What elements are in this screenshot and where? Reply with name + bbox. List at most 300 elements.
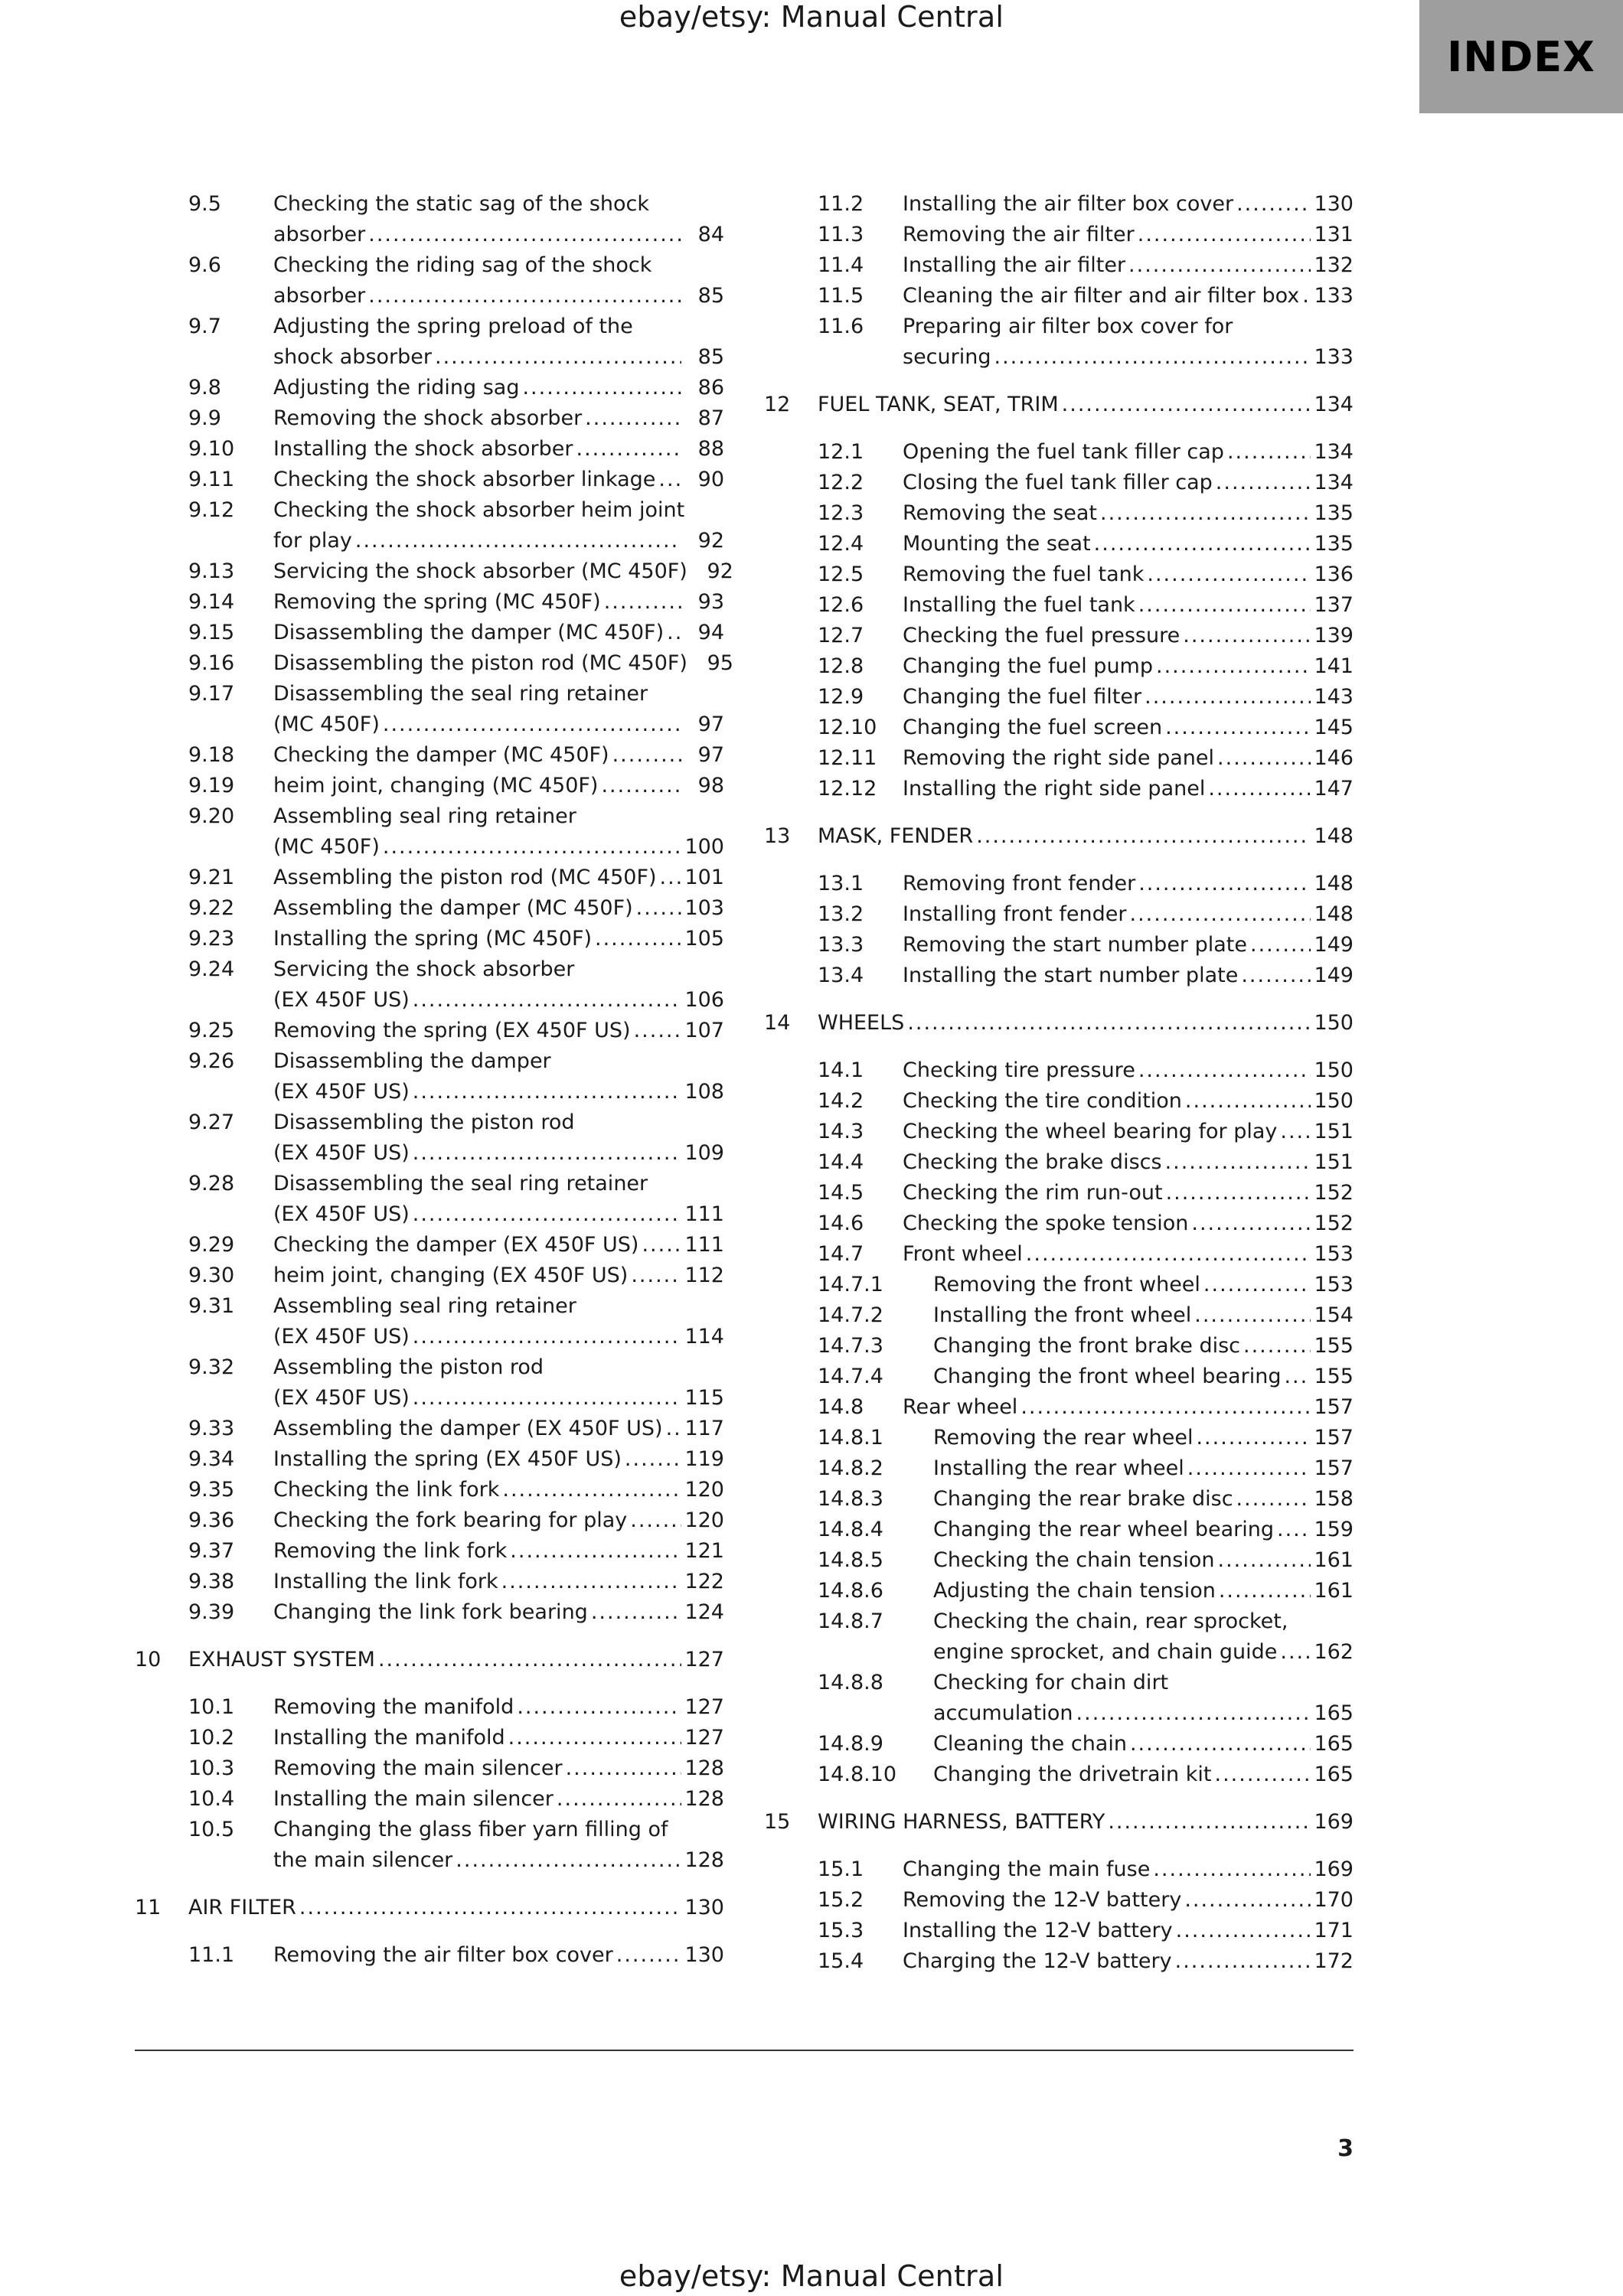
toc-entry-number: 9.36 (188, 1508, 235, 1532)
toc-entry[interactable] (135, 679, 724, 740)
toc-entry-title: Assembling the damper (MC 450F) (273, 896, 633, 920)
toc-entry-page: 127 (684, 1695, 724, 1719)
dot-leader (1026, 1239, 1311, 1270)
toc-entry[interactable] (135, 954, 724, 1016)
toc-entry-page: 128 (684, 1787, 724, 1811)
toc-entry-title: Opening the fuel tank filler cap (903, 440, 1224, 464)
toc-entry[interactable] (135, 1016, 724, 1046)
toc-chapter-entry[interactable] (764, 390, 1354, 420)
toc-entry-page: 141 (1314, 654, 1354, 678)
toc-entry[interactable] (764, 1576, 1354, 1606)
toc-entry-page: 161 (1314, 1579, 1354, 1603)
toc-entry[interactable] (764, 743, 1354, 774)
dot-leader (1165, 1147, 1311, 1178)
toc-entry[interactable] (135, 1692, 724, 1723)
toc-entry-page: 98 (697, 774, 724, 797)
toc-entry-page: 134 (1314, 393, 1354, 416)
toc-entry-number: 14.7 (818, 1242, 864, 1266)
toc-entry-number: 9.17 (188, 682, 235, 706)
toc-entry[interactable] (764, 1885, 1354, 1916)
toc-entry-page: 150 (1314, 1058, 1354, 1082)
dot-leader (1062, 390, 1311, 420)
toc-entry-number: 9.11 (188, 468, 235, 491)
toc-entry-title: (MC 450F) (273, 835, 380, 859)
toc-entry[interactable] (764, 1606, 1354, 1668)
toc-entry-number: 12.2 (818, 471, 864, 494)
toc-entry-number: 12.1 (818, 440, 864, 464)
toc-entry-number: 12.12 (818, 777, 877, 801)
toc-entry-title: Disassembling the seal ring retainer (273, 1172, 648, 1195)
dot-leader (1176, 1916, 1311, 1946)
toc-entry-title: Checking the wheel bearing for play (903, 1120, 1278, 1143)
toc-entry[interactable] (764, 774, 1354, 804)
toc-entry-number: 15.4 (818, 1949, 864, 1973)
toc-entry-number: 11.4 (818, 253, 864, 277)
toc-entry-page: 115 (684, 1386, 724, 1410)
toc-entry[interactable] (764, 1484, 1354, 1515)
toc-entry-page: 149 (1314, 964, 1354, 987)
toc-entry[interactable] (764, 529, 1354, 559)
toc-entry-title: Assembling the piston rod (273, 1355, 544, 1379)
header-watermark: ebay/etsy: Manual Central (619, 0, 1004, 34)
toc-entry-number: 14.8.7 (818, 1609, 883, 1633)
toc-entry[interactable] (764, 250, 1354, 281)
toc-entry-page: 90 (697, 468, 724, 491)
toc-entry-title: Changing the fuel filter (903, 685, 1142, 709)
dot-leader (502, 1475, 681, 1505)
toc-entry[interactable] (764, 1178, 1354, 1208)
toc-entry[interactable] (135, 434, 724, 465)
dot-leader (1250, 930, 1311, 960)
toc-entry[interactable] (764, 559, 1354, 590)
toc-entry[interactable] (135, 587, 724, 618)
toc-entry-page: 158 (1314, 1487, 1354, 1511)
dot-leader (368, 281, 681, 311)
dot-leader (1020, 1392, 1311, 1423)
dot-leader (1100, 498, 1311, 529)
toc-entry-title: Installing the shock absorber (273, 437, 573, 461)
toc-entry[interactable] (764, 281, 1354, 311)
toc-entry-page: 127 (684, 1726, 724, 1750)
dot-leader (1156, 651, 1311, 682)
toc-entry-title: Checking the brake discs (903, 1150, 1162, 1174)
toc-entry-page: 109 (684, 1141, 724, 1165)
toc-entry-title: Removing the main silencer (273, 1756, 563, 1780)
toc-entry-page: 137 (1314, 593, 1354, 617)
toc-entry-page: 107 (684, 1019, 724, 1042)
toc-entry[interactable] (135, 1291, 724, 1352)
toc-entry-number: 9.24 (188, 957, 235, 981)
toc-entry-page: 139 (1314, 624, 1354, 647)
toc-entry-title: Removing the shock absorber (273, 406, 583, 430)
dot-leader (576, 434, 682, 465)
toc-entry-title: heim joint, changing (MC 450F) (273, 774, 599, 797)
toc-entry[interactable] (135, 893, 724, 924)
dot-leader (1236, 189, 1311, 220)
toc-entry-page: 86 (697, 376, 724, 400)
toc-entry-title: Checking the rim run-out (903, 1181, 1163, 1205)
toc-entry-title: Checking tire pressure (903, 1058, 1135, 1082)
toc-entry-title: Changing the fuel screen (903, 716, 1163, 739)
toc-entry[interactable] (135, 1723, 724, 1753)
toc-entry-number: 9.19 (188, 774, 235, 797)
toc-entry[interactable] (135, 924, 724, 954)
toc-entry[interactable] (135, 618, 724, 648)
toc-entry[interactable] (764, 713, 1354, 743)
footer-divider (135, 2050, 1354, 2051)
toc-entry[interactable] (764, 1117, 1354, 1147)
footer-watermark: ebay/etsy: Manual Central (619, 2259, 1004, 2293)
toc-entry-title: engine sprocket, and chain guide (933, 1640, 1278, 1664)
dot-leader (510, 1536, 681, 1567)
toc-entry-title: Adjusting the chain tension (933, 1579, 1216, 1603)
toc-entry[interactable] (135, 801, 724, 863)
toc-entry[interactable] (135, 556, 733, 587)
toc-entry[interactable] (764, 682, 1354, 713)
dot-leader (566, 1753, 681, 1784)
toc-entry-page: 147 (1314, 777, 1354, 801)
toc-entry[interactable] (764, 437, 1354, 468)
toc-entry[interactable] (764, 899, 1354, 930)
toc-entry-title: heim joint, changing (EX 450F US) (273, 1264, 629, 1287)
toc-entry-title: Assembling seal ring retainer (273, 1294, 576, 1318)
dot-leader (595, 924, 681, 954)
dot-leader (994, 342, 1311, 373)
toc-entry-number: 14.8 (818, 1395, 864, 1419)
toc-entry[interactable] (135, 1169, 724, 1230)
toc-entry-page: 100 (684, 835, 724, 859)
toc-entry-number: 12.8 (818, 654, 864, 678)
toc-entry-number: 9.28 (188, 1172, 235, 1195)
toc-entry-title: WHEELS (818, 1011, 905, 1035)
toc-entry[interactable] (135, 1414, 724, 1444)
toc-entry-title: Disassembling the damper (MC 450F) (273, 621, 665, 644)
toc-entry-number: 15 (764, 1810, 791, 1834)
toc-entry[interactable] (764, 960, 1354, 991)
toc-entry[interactable] (764, 1086, 1354, 1117)
toc-entry[interactable] (135, 373, 724, 403)
toc-entry-page: 130 (684, 1943, 724, 1967)
toc-entry-title: EXHAUST SYSTEM (188, 1648, 375, 1671)
toc-entry-title: Preparing air filter box cover for (903, 315, 1233, 338)
toc-entry-title: Checking the static sag of the shock (273, 192, 650, 216)
toc-entry[interactable] (135, 250, 724, 311)
toc-entry-title: Disassembling the piston rod (273, 1110, 575, 1134)
dot-leader (517, 1692, 681, 1723)
dot-leader (501, 1567, 681, 1597)
dot-leader (1280, 1637, 1311, 1668)
toc-entry[interactable] (764, 468, 1354, 498)
toc-entry-title: Removing the fuel tank (903, 563, 1145, 586)
toc-entry-number: 14.3 (818, 1120, 864, 1143)
toc-entry[interactable] (764, 311, 1354, 373)
toc-entry[interactable] (764, 498, 1354, 529)
toc-entry-number: 14.2 (818, 1089, 864, 1113)
toc-entry-number: 9.21 (188, 866, 235, 889)
dot-leader (1165, 713, 1311, 743)
toc-entry[interactable] (764, 651, 1354, 682)
dot-leader (1130, 1729, 1311, 1760)
toc-entry-number: 9.26 (188, 1049, 235, 1073)
toc-chapter-entry[interactable] (135, 1893, 724, 1923)
dot-leader (1128, 250, 1311, 281)
dot-leader (616, 1940, 681, 1971)
toc-entry-page: 149 (1314, 933, 1354, 957)
toc-entry-number: 14.5 (818, 1181, 864, 1205)
toc-entry-number: 11.3 (818, 223, 864, 246)
toc-entry[interactable] (764, 1270, 1354, 1300)
toc-entry[interactable] (764, 1916, 1354, 1946)
toc-entry-page: 155 (1314, 1334, 1354, 1358)
toc-entry-number: 9.20 (188, 804, 235, 828)
toc-entry[interactable] (135, 1567, 724, 1597)
dot-leader (435, 342, 681, 373)
toc-entry-number: 9.33 (188, 1417, 235, 1440)
toc-entry[interactable] (764, 1362, 1354, 1392)
toc-entry-page: 135 (1314, 532, 1354, 556)
toc-entry[interactable] (135, 1475, 724, 1505)
toc-entry-title: Installing the 12-V battery (903, 1919, 1173, 1942)
dot-leader (1138, 1055, 1311, 1086)
toc-entry-title: Installing the manifold (273, 1726, 505, 1750)
toc-entry[interactable] (764, 1239, 1354, 1270)
dot-leader (634, 1016, 681, 1046)
toc-entry[interactable] (764, 1331, 1354, 1362)
toc-entry-number: 9.5 (188, 192, 221, 216)
toc-entry-title: (EX 450F US) (273, 1202, 410, 1226)
toc-entry[interactable] (135, 1753, 724, 1784)
toc-entry[interactable] (764, 1545, 1354, 1576)
toc-entry-page: 152 (1314, 1181, 1354, 1205)
toc-entry-title: Changing the glass fiber yarn filling of (273, 1818, 668, 1841)
toc-entry-page: 151 (1314, 1120, 1354, 1143)
toc-entry-title: Cleaning the chain (933, 1732, 1127, 1756)
toc-entry-page: 94 (697, 621, 724, 644)
index-tab[interactable]: INDEX (1419, 0, 1623, 113)
toc-entry-title: Disassembling the seal ring retainer (273, 682, 648, 706)
toc-entry-title: Disassembling the damper (273, 1049, 551, 1073)
toc-entry[interactable] (135, 1444, 724, 1475)
toc-entry[interactable] (764, 1453, 1354, 1484)
toc-entry-title: Checking the tire condition (903, 1089, 1182, 1113)
dot-leader (667, 618, 681, 648)
toc-entry[interactable] (135, 1107, 724, 1169)
toc-entry[interactable] (135, 1505, 724, 1536)
toc-entry-title: Checking the chain tension (933, 1548, 1215, 1572)
toc-entry-page: 157 (1314, 1456, 1354, 1480)
toc-entry[interactable] (764, 1392, 1354, 1423)
toc-entry[interactable] (135, 1815, 724, 1876)
toc-entry-page: 106 (684, 988, 724, 1012)
toc-entry[interactable] (764, 1147, 1354, 1178)
toc-entry[interactable] (135, 1536, 724, 1567)
toc-left-column (135, 189, 733, 1971)
toc-entry[interactable] (764, 1668, 1354, 1729)
toc-entry-number: 10.4 (188, 1787, 235, 1811)
toc-entry-number: 9.37 (188, 1539, 235, 1563)
toc-entry[interactable] (135, 1784, 724, 1815)
toc-entry-title: accumulation (933, 1701, 1073, 1725)
toc-entry[interactable] (764, 1423, 1354, 1453)
toc-entry[interactable] (764, 1729, 1354, 1760)
dot-leader (1147, 559, 1311, 590)
toc-entry[interactable] (764, 1760, 1354, 1790)
toc-right-column (764, 189, 1354, 1977)
dot-leader (660, 863, 681, 893)
toc-entry-number: 9.31 (188, 1294, 235, 1318)
toc-entry[interactable] (764, 1208, 1354, 1239)
toc-entry-number: 14.8.2 (818, 1456, 883, 1480)
toc-entry[interactable] (764, 621, 1354, 651)
toc-entry-number: 9.34 (188, 1447, 235, 1471)
toc-entry-number: 9.12 (188, 498, 235, 522)
toc-entry[interactable] (764, 1515, 1354, 1545)
toc-entry-title: Changing the rear wheel bearing (933, 1518, 1274, 1541)
dot-leader (1187, 1453, 1311, 1484)
toc-entry-title: Closing the fuel tank filler cap (903, 471, 1213, 494)
toc-entry[interactable] (135, 495, 724, 556)
toc-entry-page: 157 (1314, 1426, 1354, 1450)
toc-entry-number: 14.8.8 (818, 1671, 883, 1694)
toc-entry[interactable] (135, 648, 733, 679)
toc-entry[interactable] (135, 403, 724, 434)
toc-entry-title: Changing the front wheel bearing (933, 1365, 1282, 1388)
toc-entry-title: Changing the main fuse (903, 1857, 1151, 1881)
dot-leader (591, 1597, 681, 1628)
toc-chapter-entry[interactable] (764, 1008, 1354, 1039)
toc-entry-number: 13.1 (818, 872, 864, 895)
toc-entry-page: 165 (1314, 1701, 1354, 1725)
toc-entry-number: 14.6 (818, 1212, 864, 1235)
toc-entry-number: 9.38 (188, 1570, 235, 1593)
toc-entry-title: Servicing the shock absorber (MC 450F) (273, 559, 687, 583)
toc-entry-number: 9.18 (188, 743, 235, 767)
toc-entry-page: 119 (684, 1447, 724, 1471)
toc-entry-page: 114 (684, 1325, 724, 1349)
toc-entry[interactable] (764, 1055, 1354, 1086)
toc-entry[interactable] (135, 1261, 724, 1291)
toc-entry-page: 135 (1314, 501, 1354, 525)
toc-entry[interactable] (135, 863, 724, 893)
dot-leader (1153, 1854, 1311, 1885)
toc-entry-title: Checking the link fork (273, 1478, 500, 1502)
toc-entry-number: 14.1 (818, 1058, 864, 1082)
toc-entry-number: 14.8.9 (818, 1732, 883, 1756)
toc-entry-title: for play (273, 529, 352, 553)
toc-entry[interactable] (135, 1046, 724, 1107)
dot-leader (456, 1845, 681, 1876)
toc-entry-title: Removing the 12-V battery (903, 1888, 1182, 1912)
dot-leader (378, 1645, 681, 1675)
toc-entry[interactable] (135, 771, 724, 801)
dot-leader (1280, 1117, 1311, 1147)
dot-leader (1130, 899, 1311, 930)
toc-entry[interactable] (764, 590, 1354, 621)
toc-entry[interactable] (135, 1352, 724, 1414)
toc-chapter-entry[interactable] (764, 1807, 1354, 1838)
toc-entry-number: 9.9 (188, 406, 221, 430)
toc-entry-page: 92 (707, 559, 733, 583)
toc-entry-number: 9.23 (188, 927, 235, 951)
toc-entry-title: Charging the 12-V battery (903, 1949, 1172, 1973)
toc-entry-page: 92 (697, 529, 724, 553)
toc-entry-page: 133 (1314, 284, 1354, 308)
toc-entry-title: Checking the fork bearing for play (273, 1508, 628, 1532)
toc-entry[interactable] (135, 1940, 724, 1971)
toc-entry-number: 9.27 (188, 1110, 235, 1134)
toc-entry-number: 14.8.10 (818, 1763, 897, 1786)
toc-entry-number: 11.1 (188, 1943, 235, 1967)
toc-entry-title: Installing the air filter (903, 253, 1126, 277)
toc-chapter-entry[interactable] (764, 821, 1354, 852)
dot-leader (601, 771, 681, 801)
dot-leader (1216, 468, 1311, 498)
toc-entry-number: 13.2 (818, 902, 864, 926)
toc-entry-title: (EX 450F US) (273, 1325, 410, 1349)
toc-entry-page: 148 (1314, 902, 1354, 926)
dot-leader (612, 740, 681, 771)
toc-entry-page: 143 (1314, 685, 1354, 709)
toc-entry-title: Removing the air filter (903, 223, 1135, 246)
dot-leader (557, 1784, 681, 1815)
toc-entry-number: 11.5 (818, 284, 864, 308)
toc-entry-page: 122 (684, 1570, 724, 1593)
toc-entry-title: Checking for chain dirt (933, 1671, 1169, 1694)
toc-entry[interactable] (764, 1946, 1354, 1977)
toc-entry[interactable] (764, 1300, 1354, 1331)
toc-entry[interactable] (135, 311, 724, 373)
dot-leader (1145, 682, 1311, 713)
toc-entry-page: 151 (1314, 1150, 1354, 1174)
toc-entry[interactable] (764, 189, 1354, 220)
toc-entry-page: 101 (684, 866, 724, 889)
toc-entry[interactable] (764, 220, 1354, 250)
toc-entry-number: 9.25 (188, 1019, 235, 1042)
dot-leader (1166, 1178, 1311, 1208)
toc-entry-title: (MC 450F) (273, 713, 380, 736)
toc-entry-page: 148 (1314, 872, 1354, 895)
toc-entry-title: (EX 450F US) (273, 1386, 410, 1410)
toc-entry[interactable] (135, 1230, 724, 1261)
toc-entry-number: 9.10 (188, 437, 235, 461)
toc-entry-number: 13 (764, 824, 791, 848)
toc-entry-title: Removing the rear wheel (933, 1426, 1194, 1450)
toc-entry-title: Changing the link fork bearing (273, 1600, 588, 1624)
toc-entry-page: 161 (1314, 1548, 1354, 1572)
toc-entry-title: Changing the fuel pump (903, 654, 1153, 678)
toc-entry-number: 9.13 (188, 559, 235, 583)
toc-entry[interactable] (135, 740, 724, 771)
toc-entry[interactable] (135, 189, 724, 250)
toc-entry[interactable] (135, 1597, 724, 1628)
toc-entry-page: 134 (1314, 440, 1354, 464)
dot-leader (1277, 1515, 1311, 1545)
toc-entry-number: 14.7.4 (818, 1365, 883, 1388)
toc-entry[interactable] (135, 465, 724, 495)
toc-entry-title: Checking the shock absorber heim joint (273, 498, 685, 522)
toc-entry-title: Changing the rear brake disc (933, 1487, 1233, 1511)
toc-entry-number: 9.32 (188, 1355, 235, 1379)
toc-entry-number: 14.8.3 (818, 1487, 883, 1511)
dot-leader (1208, 774, 1311, 804)
toc-entry[interactable] (764, 1854, 1354, 1885)
toc-entry[interactable] (764, 930, 1354, 960)
toc-entry-title: Checking the fuel pressure (903, 624, 1181, 647)
toc-chapter-entry[interactable] (135, 1645, 724, 1675)
toc-entry-title: Installing the front wheel (933, 1303, 1192, 1327)
toc-entry[interactable] (764, 869, 1354, 899)
toc-entry-page: 154 (1314, 1303, 1354, 1327)
